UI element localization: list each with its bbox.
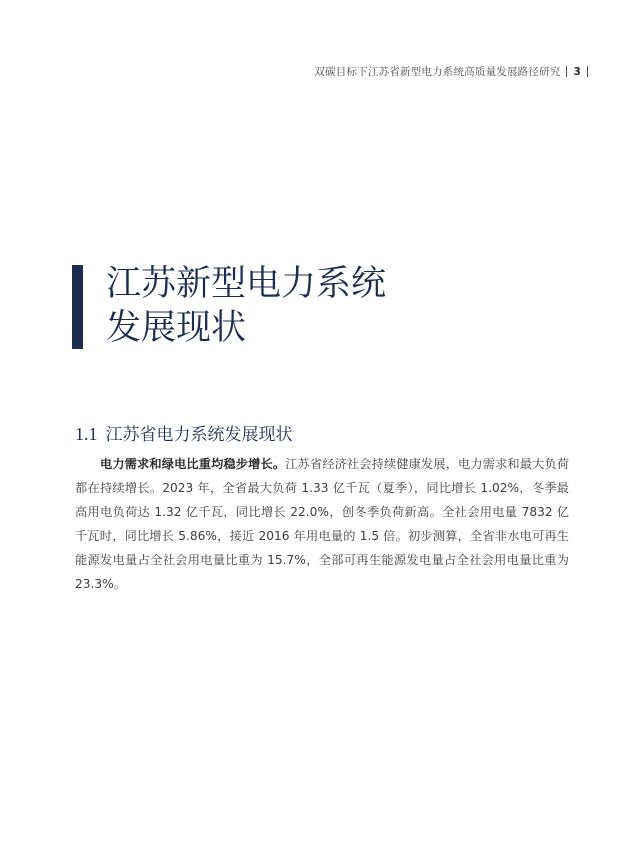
paragraph-lead: 电力需求和绿电比重均稳步增长。: [100, 457, 286, 471]
header-divider: [566, 66, 567, 77]
body-paragraph: [75, 452, 569, 596]
section-number: 1.1: [75, 424, 98, 444]
running-title: 双碳目标下江苏省新型电力系统高质量发展路径研究: [314, 66, 561, 78]
page-number: 3: [573, 65, 581, 78]
chapter-title-line-1: 江苏新型电力系统: [106, 264, 387, 304]
running-header: [314, 64, 594, 79]
chapter-accent-bar: [72, 265, 83, 349]
chapter-title-line-2: 发展现状: [106, 308, 247, 348]
chapter-title: [106, 262, 526, 350]
section-title: 江苏省电力系统发展现状: [105, 425, 293, 445]
paragraph-body: 江苏省经济社会持续健康发展，电力需求和最大负荷都在持续增长。2023 年，全省最大负荷 1.33 亿千瓦（夏季），同比增长 1.02%，冬季最高用电负荷达 1.32 亿千瓦，同比增长 22.0%，创冬季负荷新高。全社会用电量 7832 亿千瓦时，同比增长 5.86%，接近 2016 年用电量的 1.5 倍。初步测算，全省非水电可再生能源发电量占全社会用电量比重为 15.7%，全部可再生能源发电量占全社会用电量比重为 23.3%。: [75, 457, 570, 591]
section-heading: [75, 420, 293, 445]
header-divider-right: [587, 66, 588, 77]
